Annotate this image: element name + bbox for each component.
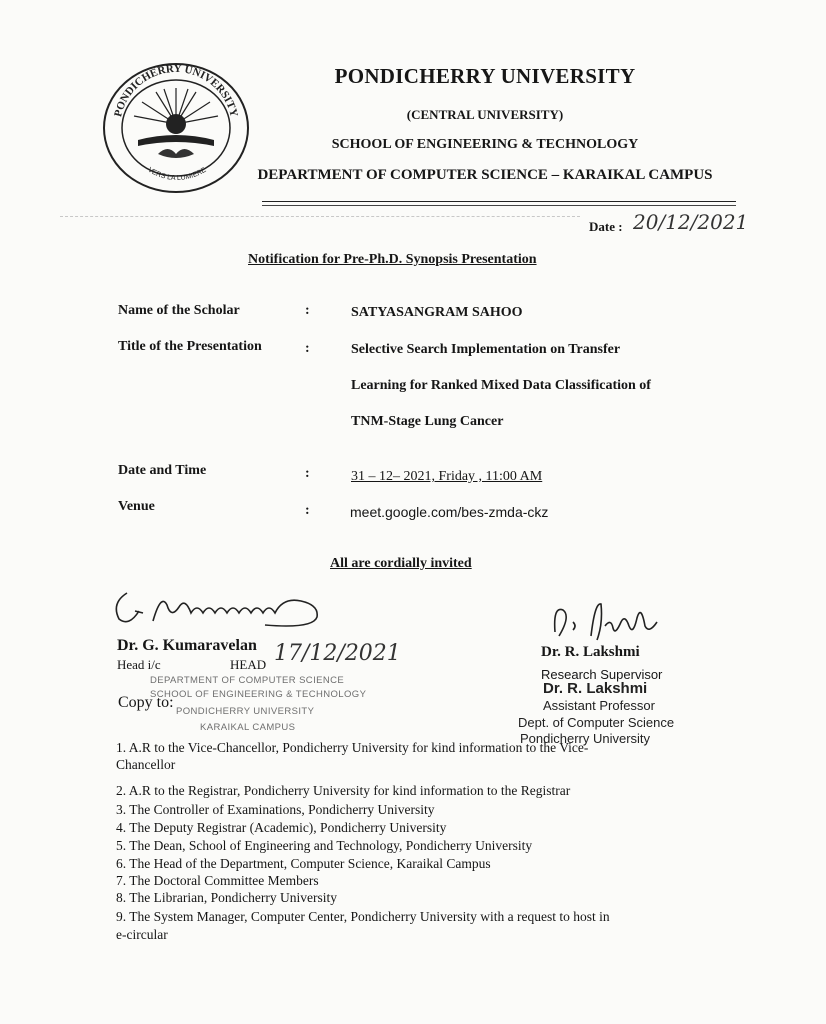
copy-to-item: 7. The Doctoral Committee Members xyxy=(116,873,319,888)
copy-to-label: Copy to: xyxy=(118,694,174,711)
presentation-title-line-1: Selective Search Implementation on Transfer xyxy=(351,342,621,357)
head-signature xyxy=(105,583,335,633)
copy-to-item: e-circular xyxy=(116,927,168,942)
scholar-name: SATYASANGRAM SAHOO xyxy=(351,305,523,320)
datetime-label: Date and Time xyxy=(118,463,207,478)
stamp-head: HEAD xyxy=(230,657,267,672)
colon: : xyxy=(305,303,310,318)
stamp-department: DEPARTMENT OF COMPUTER SCIENCE xyxy=(150,675,345,686)
stamp-campus: KARAIKAL CAMPUS xyxy=(200,722,296,733)
signature-date: 17/12/2021 xyxy=(274,641,401,666)
datetime-value: 31 – 12– 2021, Friday , 11:00 AM xyxy=(351,469,543,484)
svg-text:PONDICHERRY UNIVERSITY: PONDICHERRY UNIVERSITY xyxy=(112,62,240,119)
dotted-scan-line xyxy=(60,216,580,217)
copy-to-item: 4. The Deputy Registrar (Academic), Pondicherry University xyxy=(116,820,447,835)
supervisor-signature xyxy=(545,596,665,646)
date-label: Date : xyxy=(589,219,623,234)
copy-to-item: 5. The Dean, School of Engineering and Technology, Pondicherry University xyxy=(116,838,533,853)
colon: : xyxy=(305,466,310,481)
stamp-school: SCHOOL OF ENGINEERING & TECHNOLOGY xyxy=(150,689,367,700)
stamp-university: PONDICHERRY UNIVERSITY xyxy=(176,706,315,717)
handwritten-date: 20/12/2021 xyxy=(633,210,749,234)
scholar-label: Name of the Scholar xyxy=(118,303,240,318)
university-seal-logo xyxy=(98,58,254,194)
svg-text:VERS LA LUMIERE: VERS LA LUMIERE xyxy=(146,166,208,182)
venue-label: Venue xyxy=(118,499,155,514)
invitation-line: All are cordially invited xyxy=(330,556,472,571)
supervisor-stamp-name: Dr. R. Lakshmi xyxy=(543,680,648,697)
colon: : xyxy=(305,503,310,518)
university-title: PONDICHERRY UNIVERSITY xyxy=(334,64,636,88)
copy-to-item: 6. The Head of the Department, Computer Science, Karaikal Campus xyxy=(116,856,491,871)
copy-to-item: Chancellor xyxy=(116,757,176,772)
header-rule-secondary xyxy=(262,205,736,206)
colon: : xyxy=(305,341,310,356)
supervisor-name: Dr. R. Lakshmi xyxy=(541,644,640,660)
copy-to-item: 1. A.R to the Vice-Chancellor, Pondicherry University for kind information to the Vice- xyxy=(116,740,589,755)
presentation-title-line-2: Learning for Ranked Mixed Data Classification of xyxy=(351,378,651,393)
copy-to-item: 8. The Librarian, Pondicherry University xyxy=(116,890,337,905)
supervisor-stamp-university: Pondicherry University xyxy=(520,731,651,746)
supervisor-stamp-title: Assistant Professor xyxy=(543,698,655,713)
venue-link[interactable]: meet.google.com/bes-zmda-ckz xyxy=(350,504,549,520)
school-name: SCHOOL OF ENGINEERING & TECHNOLOGY xyxy=(331,137,639,152)
copy-to-item: 2. A.R to the Registrar, Pondicherry University for kind information to the Registrar xyxy=(116,783,571,798)
copy-to-item: 9. The System Manager, Computer Center, Pondicherry University with a request to host in xyxy=(116,909,610,924)
department-name: DEPARTMENT OF COMPUTER SCIENCE – KARAIKAL CAMPUS xyxy=(257,167,713,183)
notification-title: Notification for Pre-Ph.D. Synopsis Presentation xyxy=(248,252,537,267)
presentation-title-label: Title of the Presentation xyxy=(118,339,262,354)
supervisor-stamp-dept: Dept. of Computer Science xyxy=(518,715,675,730)
head-role: Head i/c xyxy=(117,657,161,672)
central-university-subtitle: (CENTRAL UNIVERSITY) xyxy=(406,107,564,122)
header-rule xyxy=(262,201,736,202)
head-name: Dr. G. Kumaravelan xyxy=(117,637,257,654)
copy-to-item: 3. The Controller of Examinations, Pondicherry University xyxy=(116,802,435,817)
presentation-title-line-3: TNM-Stage Lung Cancer xyxy=(351,414,504,429)
supervisor-role: Research Supervisor xyxy=(541,667,663,682)
